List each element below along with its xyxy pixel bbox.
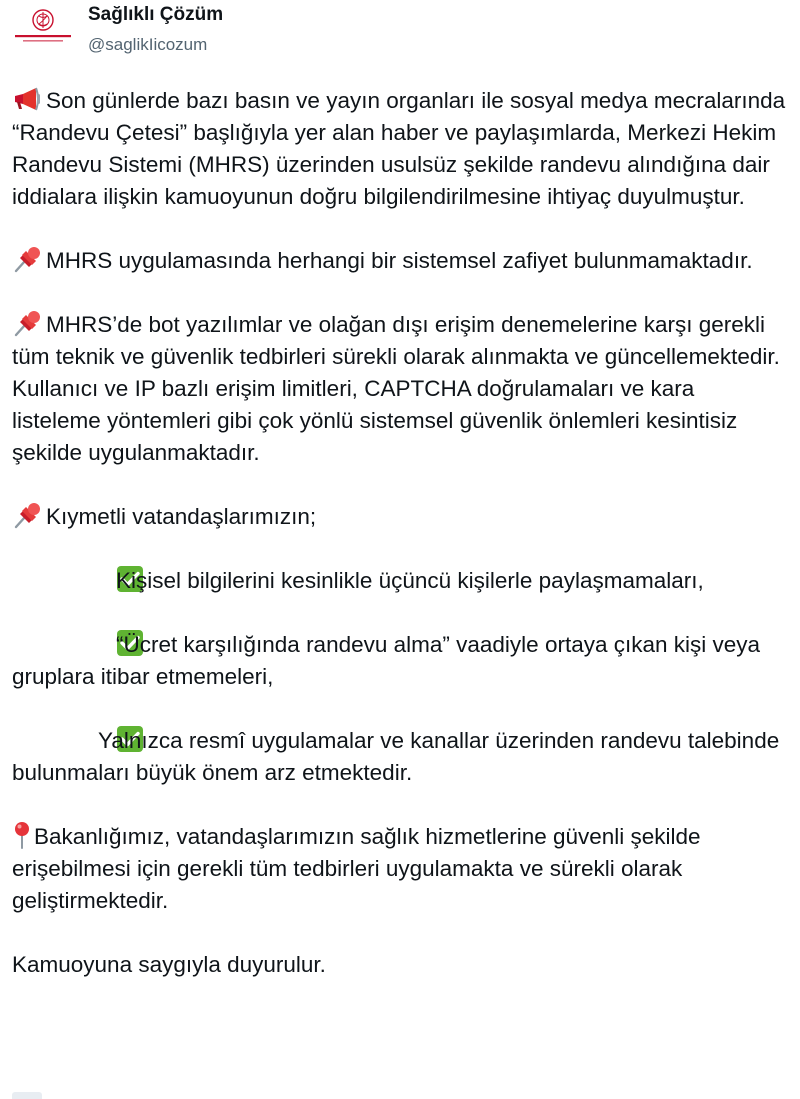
post-paragraph-ministry — [12, 821, 788, 917]
author-name[interactable]: Sağlıklı Çözüm — [88, 4, 224, 25]
check-mark-button-icon — [64, 565, 92, 593]
cropped-media-edge — [12, 1092, 42, 1099]
list-item-text: Yalnızca resmî uygulamalar ve kanallar üzerinden randevu talebinde bulunmaları büyük önem arz etmektedir. — [12, 728, 780, 785]
post-paragraph-closing — [12, 949, 788, 981]
post-body — [12, 85, 788, 1013]
pushpin-icon — [12, 501, 42, 529]
post-paragraph-closing-text: Kamuoyuna saygıyla duyurulur. — [12, 952, 326, 977]
post-paragraph-ministry-text: Bakanlığımız, vatandaşlarımızın sağlık hizmetlerine güvenli şekilde erişebilmesi için gerekli tüm tedbirleri uygulamakta ve sürekli olarak geliştirmektedir. — [12, 824, 701, 913]
pushpin-icon — [12, 309, 42, 337]
check-mark-button-icon — [64, 725, 92, 753]
list-item — [12, 565, 788, 597]
post-paragraph-citizens-text: Kıymetli vatandaşlarımızın; — [46, 504, 317, 529]
list-item — [12, 629, 788, 693]
ministry-of-health-logo-icon[interactable] — [10, 6, 76, 48]
list-item-text: Kişisel bilgilerini kesinlikle üçüncü kişilerle paylaşmamaları, — [116, 568, 704, 593]
pushpin-icon — [12, 245, 42, 273]
post-paragraph-vulnerability — [12, 245, 788, 277]
post-paragraph-security — [12, 309, 788, 469]
check-mark-button-icon — [64, 629, 92, 657]
post-paragraph-security-text: MHRS’de bot yazılımlar ve olağan dışı erişim denemelerine karşı gerekli tüm teknik ve güvenlik tedbirleri sürekli olarak alınmakta ve güncellemektedir. Kullanıcı ve IP bazlı erişim limitleri, CAPTCHA doğrulamaları ve kara listeleme yöntemleri gibi çok yönlü sistemsel güvenlik önlemleri kesintisiz şekilde uygulanmaktadır. — [12, 312, 780, 465]
list-item — [12, 725, 788, 789]
post-paragraph-intro-text: Son günlerde bazı basın ve yayın organları ile sosyal medya mecralarında “Randevu Çetesi” başlığıyla yer alan haber ve paylaşımlarda, Merkezi Hekim Randevu Sistemi (MHRS) üzerinden usulsüz şekilde randevu alındığına dair iddialara ilişkin kamuoyunun doğru bilgilendirilmesine ihtiyaç duyulmuştur. — [12, 88, 786, 209]
list-item-text: “Ücret karşılığında randevu alma” vaadiyle ortaya çıkan kişi veya gruplara itibar etmemeleri, — [12, 632, 761, 689]
post-paragraph-citizens — [12, 501, 788, 533]
round-pin-icon — [12, 821, 32, 849]
author-handle[interactable]: @saglikIicozum — [88, 35, 208, 54]
post-paragraph-intro — [12, 85, 788, 213]
post-header — [10, 0, 790, 62]
post-paragraph-vulnerability-text: MHRS uygulamasında herhangi bir sistemsel zafiyet bulunmamaktadır. — [46, 248, 753, 273]
megaphone-icon — [12, 85, 42, 113]
